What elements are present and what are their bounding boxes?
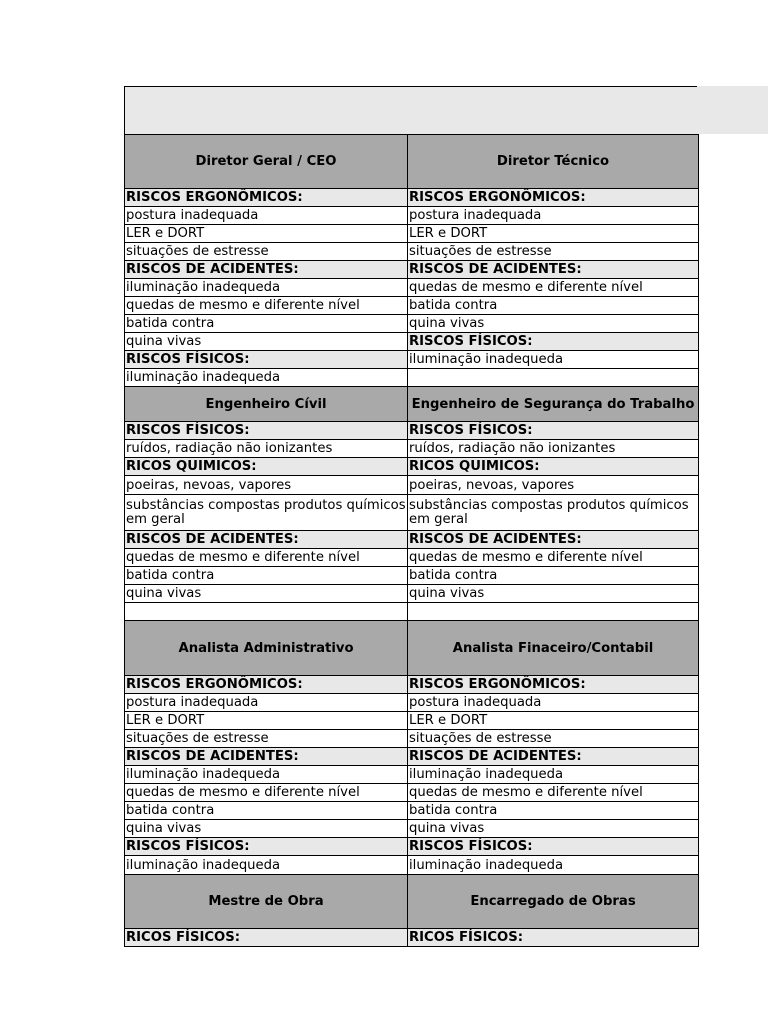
risk-item: substâncias compostas produtos químicos em geral xyxy=(125,495,408,531)
risk-item: postura inadequada xyxy=(408,694,699,712)
risk-item: iluminação inadequeda xyxy=(125,279,408,297)
table-row xyxy=(125,351,699,369)
risk-category: RISCOS FÍSICOS: xyxy=(125,838,408,856)
risk-category: RISCOS ERGONÔMICOS: xyxy=(125,189,408,207)
header-band-fill xyxy=(124,86,768,134)
table-row xyxy=(125,838,699,856)
table-row xyxy=(125,476,699,495)
table-row xyxy=(125,694,699,712)
risk-category: RICOS FÍSICOS: xyxy=(125,929,408,947)
table-row xyxy=(125,603,699,621)
risk-item xyxy=(408,369,699,387)
risk-category: RISCOS DE ACIDENTES: xyxy=(408,531,699,549)
table-row xyxy=(125,730,699,748)
risk-category: RISCOS DE ACIDENTES: xyxy=(408,748,699,766)
empty-cell xyxy=(408,603,699,621)
table-row xyxy=(125,440,699,458)
risk-item: batida contra xyxy=(408,567,699,585)
risk-category: RISCOS DE ACIDENTES: xyxy=(125,748,408,766)
risk-item: batida contra xyxy=(125,567,408,585)
risk-item: LER e DORT xyxy=(125,712,408,730)
role-header-row xyxy=(125,621,699,676)
role-header-row xyxy=(125,875,699,929)
table-row xyxy=(125,712,699,730)
risk-item: quina vivas xyxy=(125,820,408,838)
risk-category: RISCOS FÍSICOS: xyxy=(408,333,699,351)
risk-category: RISCOS ERGONÔMICOS: xyxy=(125,676,408,694)
risk-category: RISCOS ERGONÔMICOS: xyxy=(408,676,699,694)
role-header: Analista Finaceiro/Contabil xyxy=(408,621,699,676)
risk-category: RISCOS FÍSICOS: xyxy=(125,351,408,369)
risk-item: ruídos, radiação não ionizantes xyxy=(125,440,408,458)
role-header: Diretor Geral / CEO xyxy=(125,135,408,189)
risk-item: quedas de mesmo e diferente nível xyxy=(408,279,699,297)
risk-item: iluminação inadequeda xyxy=(125,369,408,387)
header-band-top-border xyxy=(124,86,697,87)
table-row xyxy=(125,369,699,387)
risk-category: RISCOS FÍSICOS: xyxy=(408,422,699,440)
risk-item: iluminação inadequeda xyxy=(125,856,408,875)
risk-item: iluminação inadequeda xyxy=(408,351,699,369)
risk-item: quedas de mesmo e diferente nível xyxy=(125,549,408,567)
risk-category: RISCOS DE ACIDENTES: xyxy=(125,261,408,279)
header-band-left-border xyxy=(124,86,125,134)
table-row xyxy=(125,531,699,549)
risk-item: ruídos, radiação não ionizantes xyxy=(408,440,699,458)
risk-item: iluminação inadequeda xyxy=(408,856,699,875)
risk-category: RISCOS FÍSICOS: xyxy=(408,838,699,856)
table-row xyxy=(125,243,699,261)
risk-item: iluminação inadequeda xyxy=(408,766,699,784)
role-header-row xyxy=(125,135,699,189)
table-row xyxy=(125,279,699,297)
table-row xyxy=(125,784,699,802)
risk-item: batida contra xyxy=(408,297,699,315)
empty-cell xyxy=(125,603,408,621)
risk-item: quina vivas xyxy=(125,585,408,603)
role-header: Engenheiro de Segurança do Trabalho xyxy=(408,387,699,422)
risk-item: poeiras, nevoas, vapores xyxy=(408,476,699,495)
risk-item: quina vivas xyxy=(408,585,699,603)
risk-item: batida contra xyxy=(408,802,699,820)
risk-item: quedas de mesmo e diferente nível xyxy=(125,784,408,802)
risk-table xyxy=(124,134,699,947)
role-header: Encarregado de Obras xyxy=(408,875,699,929)
risk-item: LER e DORT xyxy=(125,225,408,243)
risk-item: quina vivas xyxy=(408,315,699,333)
risk-item: postura inadequada xyxy=(125,694,408,712)
table-row xyxy=(125,766,699,784)
role-header: Analista Administrativo xyxy=(125,621,408,676)
table-row xyxy=(125,333,699,351)
role-header-row xyxy=(125,387,699,422)
table-row xyxy=(125,207,699,225)
risk-item: iluminação inadequeda xyxy=(125,766,408,784)
table-row xyxy=(125,261,699,279)
risk-category: RICOS QUIMICOS: xyxy=(125,458,408,476)
table-row xyxy=(125,820,699,838)
risk-item: postura inadequada xyxy=(408,207,699,225)
table-row xyxy=(125,585,699,603)
role-header: Diretor Técnico xyxy=(408,135,699,189)
risk-item: situações de estresse xyxy=(408,243,699,261)
risk-category: RISCOS ERGONÔMICOS: xyxy=(408,189,699,207)
table-row xyxy=(125,297,699,315)
risk-item: situações de estresse xyxy=(125,243,408,261)
role-header: Engenheiro Cívil xyxy=(125,387,408,422)
table-row xyxy=(125,189,699,207)
table-row xyxy=(125,549,699,567)
table-row xyxy=(125,495,699,531)
risk-item: situações de estresse xyxy=(125,730,408,748)
risk-item: substâncias compostas produtos químicos em geral xyxy=(408,495,699,531)
table-row xyxy=(125,225,699,243)
risk-item: batida contra xyxy=(125,802,408,820)
risk-item: postura inadequada xyxy=(125,207,408,225)
risk-item: poeiras, nevoas, vapores xyxy=(125,476,408,495)
risk-item: batida contra xyxy=(125,315,408,333)
risk-category: RISCOS DE ACIDENTES: xyxy=(408,261,699,279)
risk-category: RISCOS DE ACIDENTES: xyxy=(125,531,408,549)
risk-item: LER e DORT xyxy=(408,712,699,730)
risk-item: quina vivas xyxy=(408,820,699,838)
header-band xyxy=(124,86,768,134)
table-row xyxy=(125,315,699,333)
table-row xyxy=(125,856,699,875)
table-row xyxy=(125,929,699,947)
table-row xyxy=(125,676,699,694)
risk-item: quina vivas xyxy=(125,333,408,351)
risk-item: situações de estresse xyxy=(408,730,699,748)
risk-category: RICOS FÍSICOS: xyxy=(408,929,699,947)
role-header: Mestre de Obra xyxy=(125,875,408,929)
risk-item: quedas de mesmo e diferente nível xyxy=(408,784,699,802)
table-row xyxy=(125,802,699,820)
risk-category: RISCOS FÍSICOS: xyxy=(125,422,408,440)
risk-item: LER e DORT xyxy=(408,225,699,243)
risk-item: quedas de mesmo e diferente nível xyxy=(408,549,699,567)
table-row xyxy=(125,458,699,476)
table-row xyxy=(125,567,699,585)
table-row xyxy=(125,748,699,766)
risk-category: RICOS QUIMICOS: xyxy=(408,458,699,476)
risk-item: quedas de mesmo e diferente nível xyxy=(125,297,408,315)
table-row xyxy=(125,422,699,440)
